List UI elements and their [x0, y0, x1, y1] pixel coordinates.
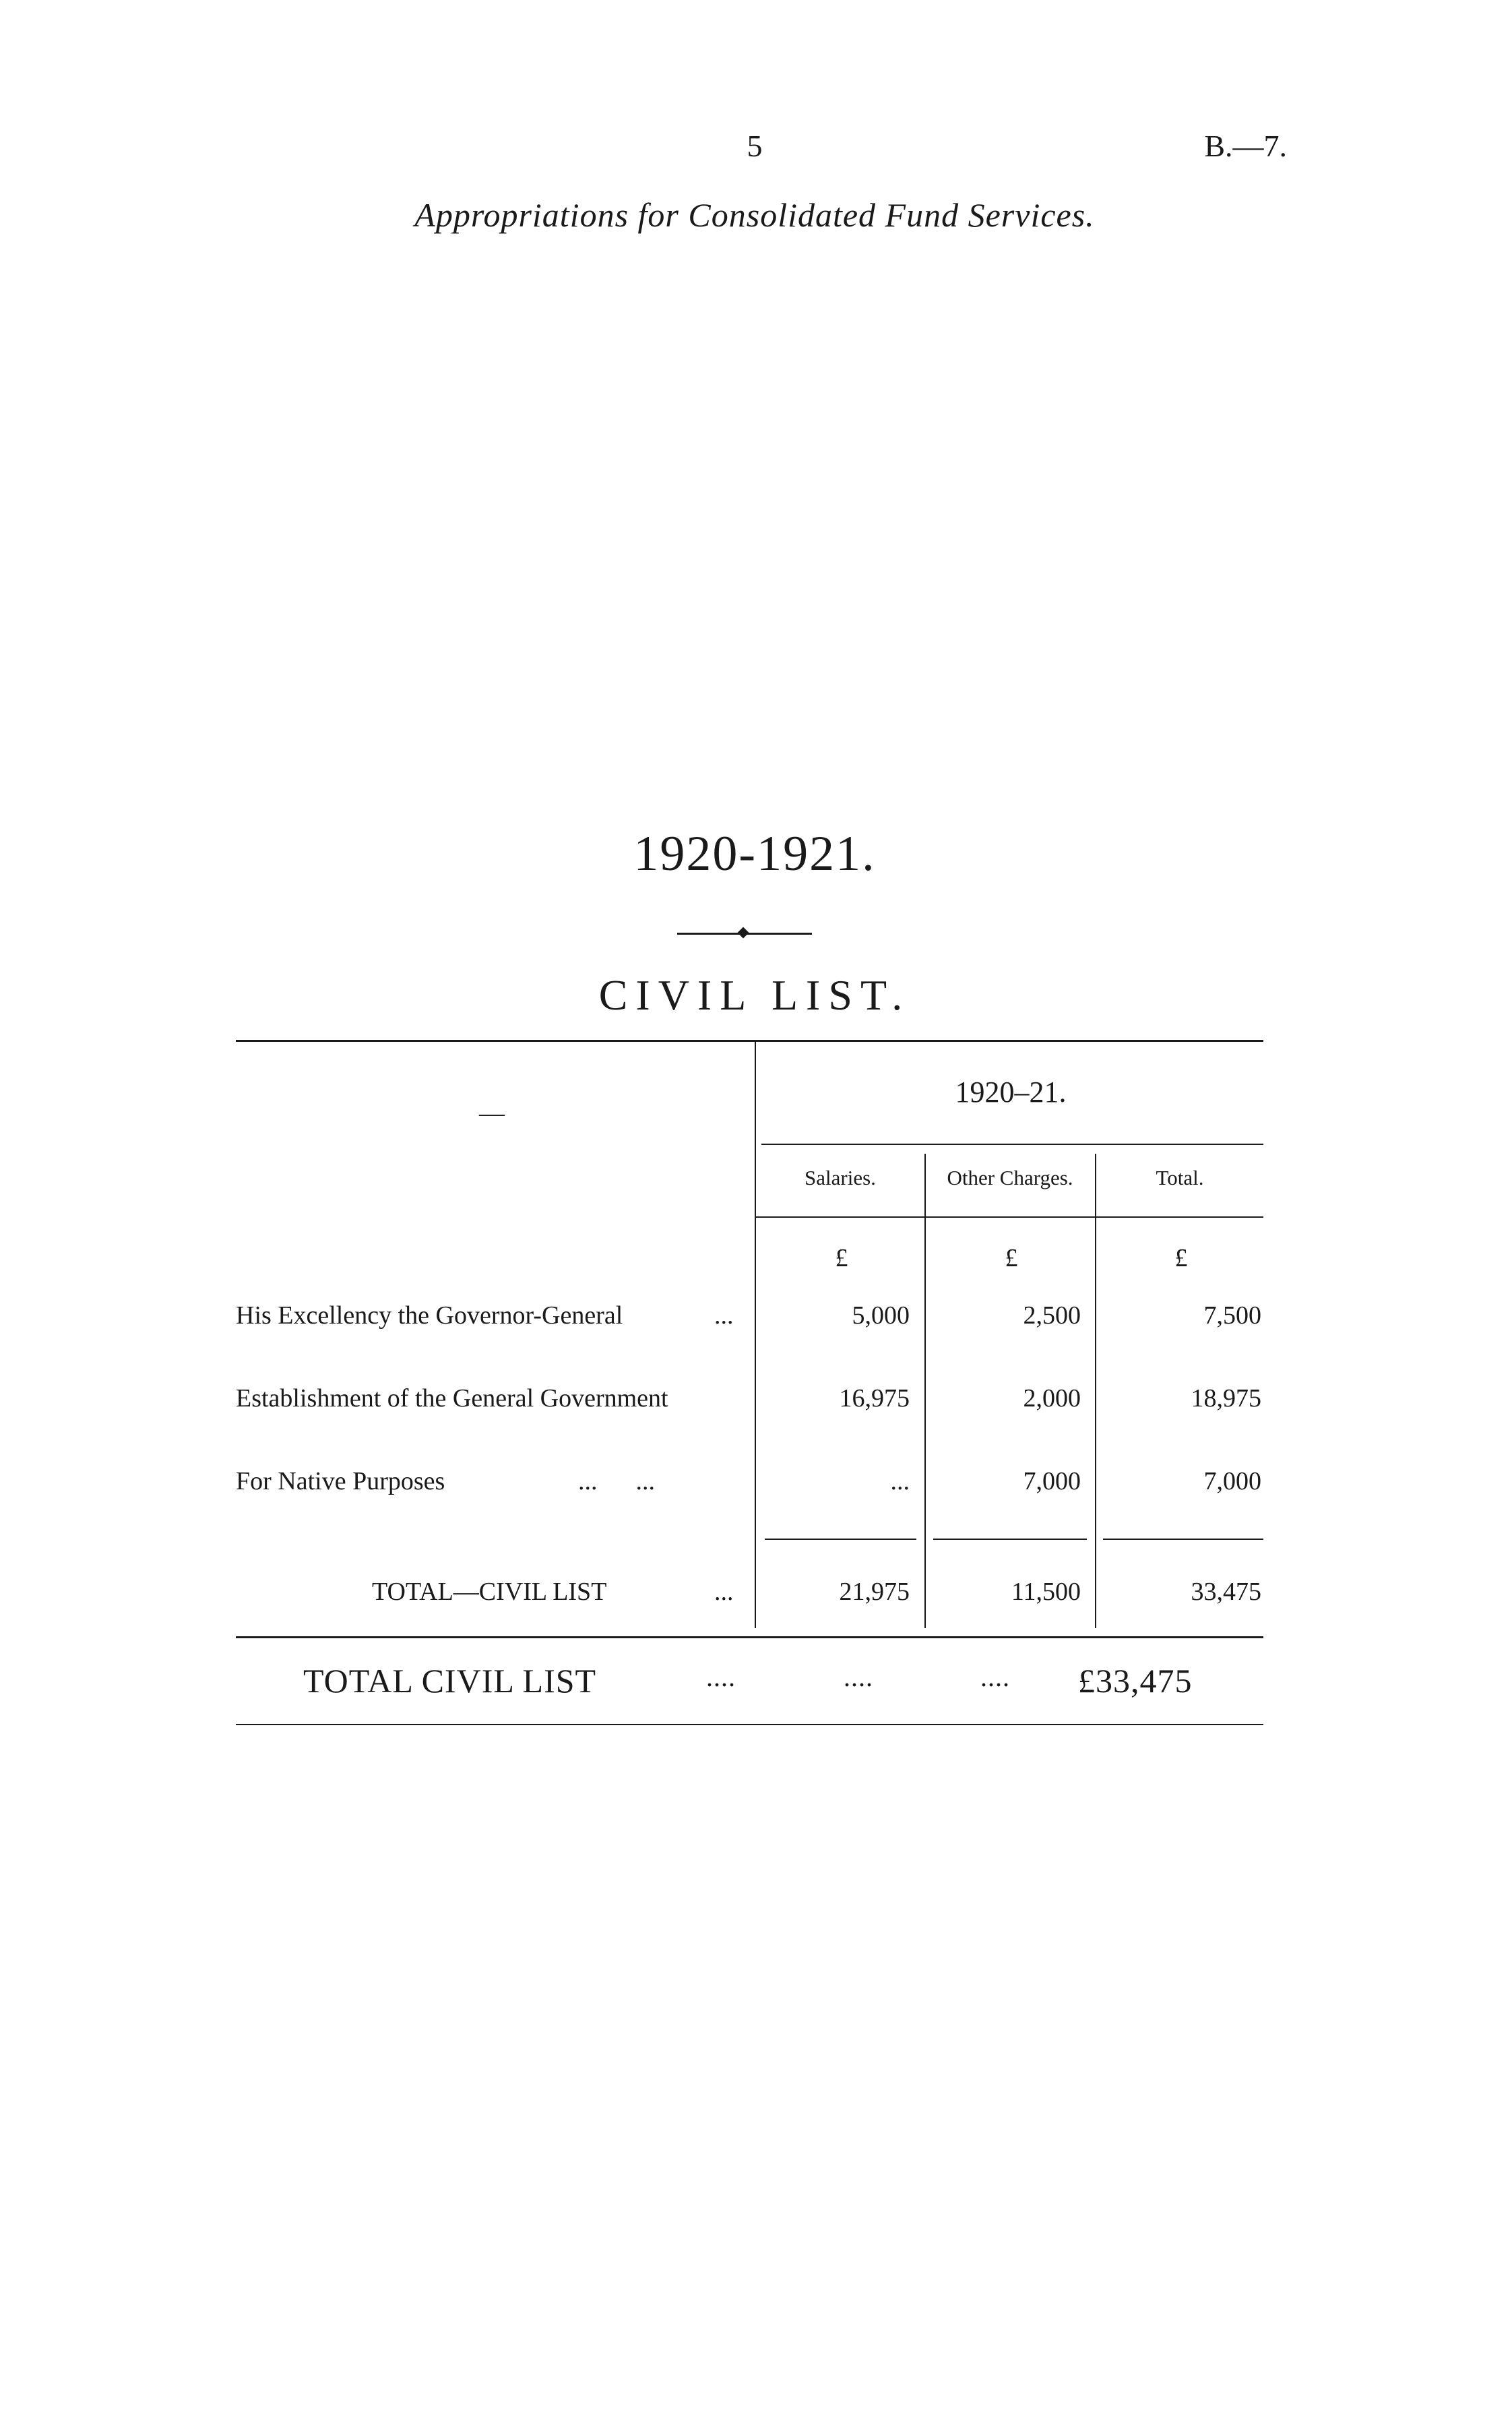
total-row-total: 33,475: [1191, 1578, 1261, 1606]
col-header-total: Total.: [1156, 1166, 1204, 1189]
columns-header-rule: [755, 1216, 1263, 1218]
row-salaries: ...: [890, 1467, 910, 1495]
stub-divider: [755, 1042, 756, 1628]
row-total: 7,500: [1203, 1301, 1261, 1330]
currency-salaries: £: [835, 1244, 848, 1272]
page-subtitle: Appropriations for Consolidated Fund Services.: [414, 196, 1095, 234]
stub-header: —: [479, 1099, 505, 1127]
col-header-salaries: Salaries.: [805, 1166, 876, 1189]
subtotal-rule-2: [933, 1539, 1087, 1540]
list-heading: CIVIL LIST.: [598, 971, 911, 1019]
row-label: Establishment of the General Government: [236, 1384, 668, 1413]
row-leader: ...: [714, 1301, 734, 1330]
grand-total-leader: ....: [844, 1662, 873, 1692]
total-row-leader: ...: [714, 1578, 734, 1606]
row-other: 2,000: [1023, 1384, 1081, 1413]
document-code: B.—7.: [1204, 129, 1287, 163]
total-row-salaries: 21,975: [839, 1578, 910, 1606]
subtotal-rule-1: [765, 1539, 916, 1540]
total-row-label: TOTAL—CIVIL LIST: [372, 1578, 607, 1606]
row-other: 2,500: [1023, 1301, 1081, 1330]
page-number: 5: [747, 129, 763, 163]
currency-total: £: [1174, 1244, 1188, 1272]
grand-total-rule: [236, 1724, 1263, 1725]
row-salaries: 16,975: [839, 1384, 910, 1413]
col-divider-1: [924, 1154, 926, 1628]
grand-total-amount: £33,475: [1078, 1662, 1193, 1700]
ornament-divider: [677, 927, 812, 940]
row-other: 7,000: [1023, 1467, 1081, 1495]
currency-other: £: [1005, 1244, 1018, 1272]
grand-total-leader: ....: [706, 1662, 736, 1692]
grand-total-label: TOTAL CIVIL LIST: [303, 1662, 597, 1700]
row-salaries: 5,000: [852, 1301, 910, 1330]
row-total: 18,975: [1191, 1384, 1261, 1413]
col-header-other-charges: Other Charges.: [947, 1166, 1073, 1189]
subtotal-rule-3: [1103, 1539, 1263, 1540]
table-top-rule: [236, 1040, 1263, 1042]
row-label: His Excellency the Governor-General: [236, 1301, 623, 1330]
col-divider-2: [1095, 1154, 1096, 1628]
period-header-rule: [761, 1144, 1263, 1145]
row-total: 7,000: [1203, 1467, 1261, 1495]
row-leader: ... ...: [578, 1467, 655, 1495]
grand-total-leader: ....: [980, 1662, 1010, 1692]
period-header: 1920–21.: [955, 1076, 1067, 1109]
total-row-other: 11,500: [1011, 1578, 1081, 1606]
row-label: For Native Purposes: [236, 1467, 445, 1495]
year-heading: 1920-1921.: [633, 826, 876, 881]
table-bottom-rule: [236, 1636, 1263, 1638]
